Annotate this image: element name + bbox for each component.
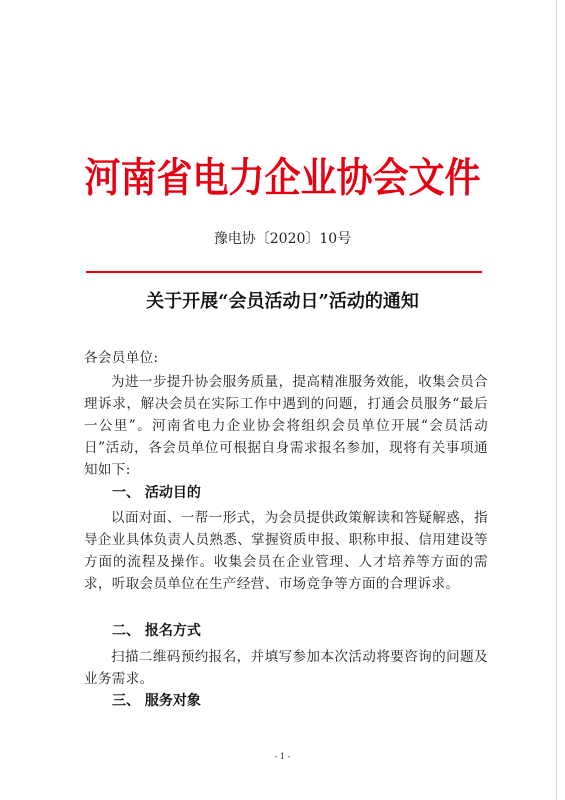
document-number: 豫电协〔2020〕10号 [213, 231, 352, 247]
intro-paragraph: 为进一步提升协会服务质量，提高精准服务效能，收集会员合理诉求，解决会员在实际工作中遇到的问题，打通会员服务“最后一公里”。河南省电力企业协会将组织会员单位开展“会员活动日”活动，各会员单位可根据自身需求报名参加，现将有关事项通知如下: [84, 374, 488, 478]
page-edge-line [556, 0, 557, 800]
section-2-text: 扫描二维码预约报名，并填写参加本次活动将要咨询的问题及业务需求。 [84, 649, 488, 687]
notice-title: 关于开展“会员活动日”活动的通知 [146, 291, 419, 312]
letterhead-title: 河南省电力企业协会文件 [84, 154, 481, 202]
salutation: 各会员单位: [84, 350, 159, 366]
red-separator-line [86, 271, 482, 273]
section-2-heading: 二、 报名方式 [112, 623, 201, 639]
section-1-text: 以面对面、一帮一形式，为会员提供政策解读和答疑解惑，指导企业具体负责人员熟悉、掌握资质申报、职称申报、信用建设等方面的流程及操作。收集会员在企业管理、人才培养等方面的需求，听取会员单位在生产经营、市场竞争等方面的合理诉求。 [84, 510, 488, 592]
section-1-heading: 一、 活动目的 [112, 485, 201, 501]
section-3-heading: 三、 服务对象 [112, 693, 201, 709]
page-number: - 1 - [274, 752, 291, 761]
